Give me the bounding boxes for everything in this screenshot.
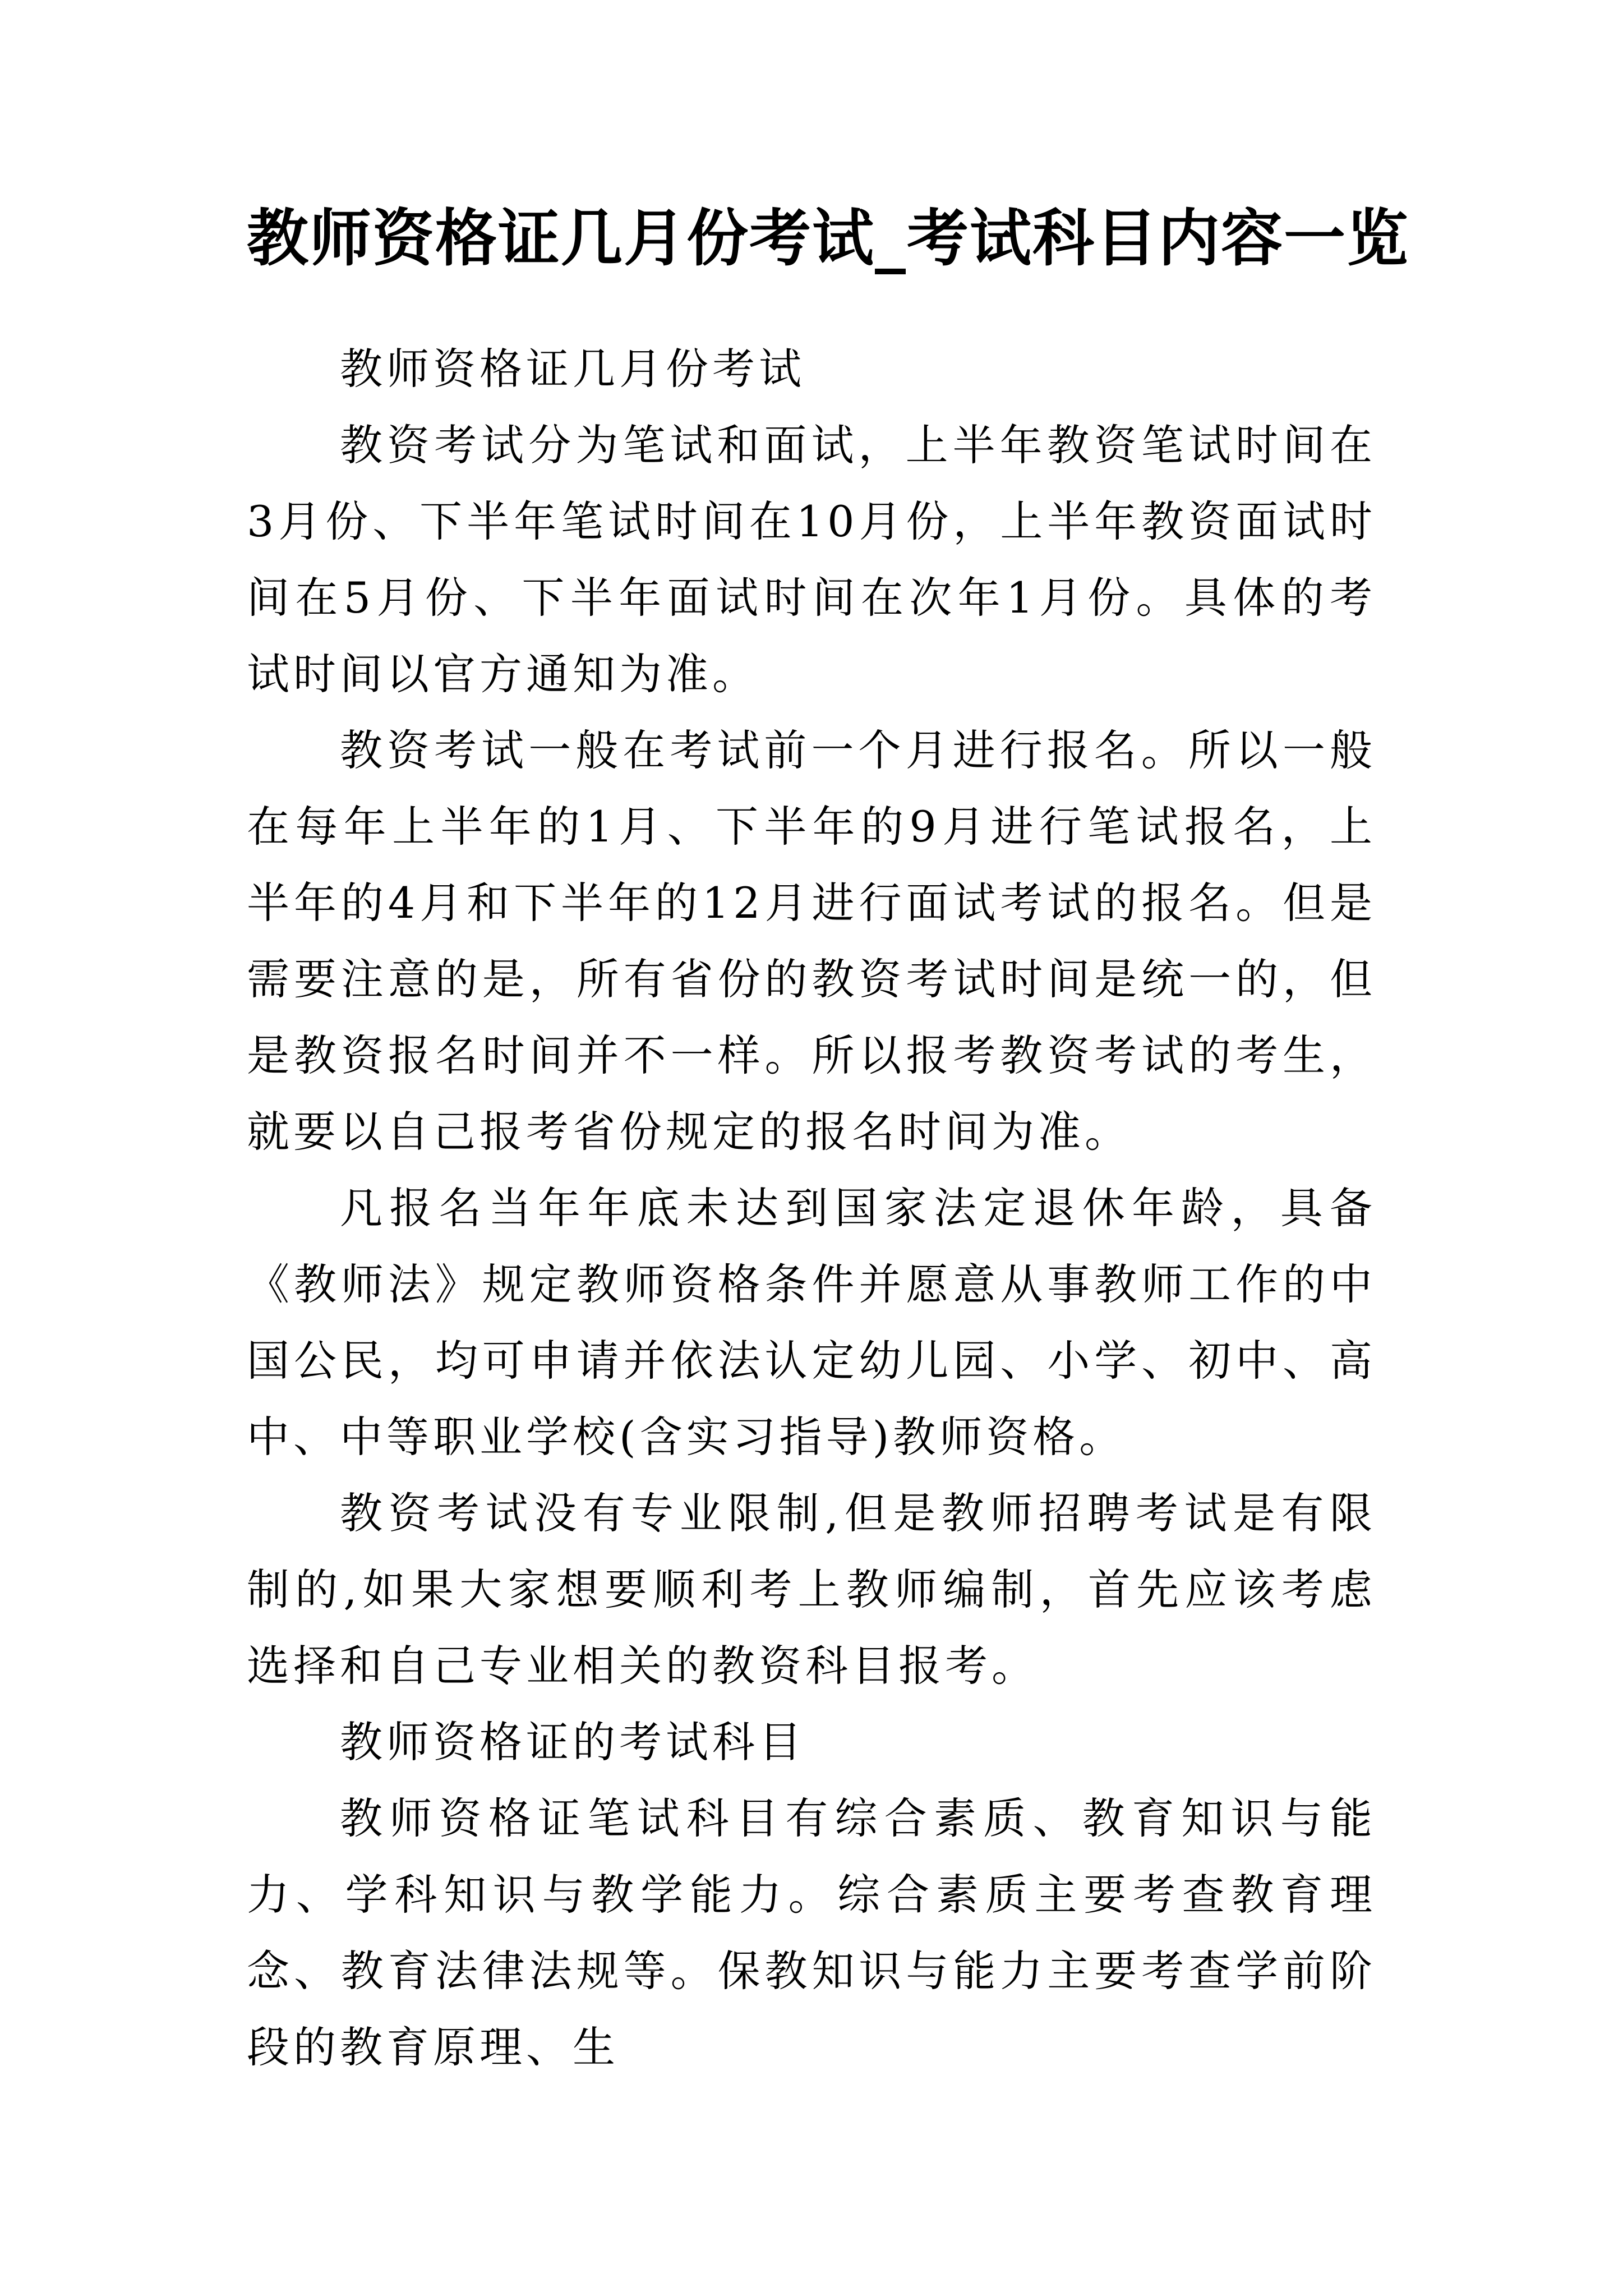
- paragraph: 凡报名当年年底未达到国家法定退休年龄，具备《教师法》规定教师资格条件并愿意从事教师工作的中国公民，均可申请并依法认定幼儿园、小学、初中、高中、中等职业学校(含实习指导)教师资格。: [247, 1183, 1376, 1462]
- paragraph: 教师资格证笔试科目有综合素质、教育知识与能力、学科知识与教学能力。综合素质主要考查教育理念、教育法律法规等。保教知识与能力主要考查学前阶段的教育原理、生: [247, 1793, 1376, 2072]
- paragraph: 教资考试分为笔试和面试，上半年教资笔试时间在3月份、下半年笔试时间在10月份，上半年教资面试时间在5月份、下半年面试时间在次年1月份。具体的考试时间以官方通知为准。: [247, 420, 1376, 699]
- paragraph-heading-exam-subjects: 教师资格证的考试科目: [340, 1717, 805, 1767]
- document-title: 教师资格证几月份考试_考试科目内容一览: [247, 202, 1409, 274]
- paragraph: 教资考试没有专业限制,但是教师招聘考试是有限制的,如果大家想要顺利考上教师编制，首先应该考虑选择和自己专业相关的教资科目报考。: [247, 1488, 1376, 1691]
- paragraph: 教资考试一般在考试前一个月进行报名。所以一般在每年上半年的1月、下半年的9月进行笔试报名，上半年的4月和下半年的12月进行面试考试的报名。但是需要注意的是，所有省份的教资考试时间是统一的，但是教资报名时间并不一样。所以报考教资考试的考生，就要以自己报考省份规定的报名时间为准。: [247, 725, 1376, 1157]
- document-body: [247, 331, 1376, 2086]
- paragraph-heading-exam-month: 教师资格证几月份考试: [340, 344, 805, 394]
